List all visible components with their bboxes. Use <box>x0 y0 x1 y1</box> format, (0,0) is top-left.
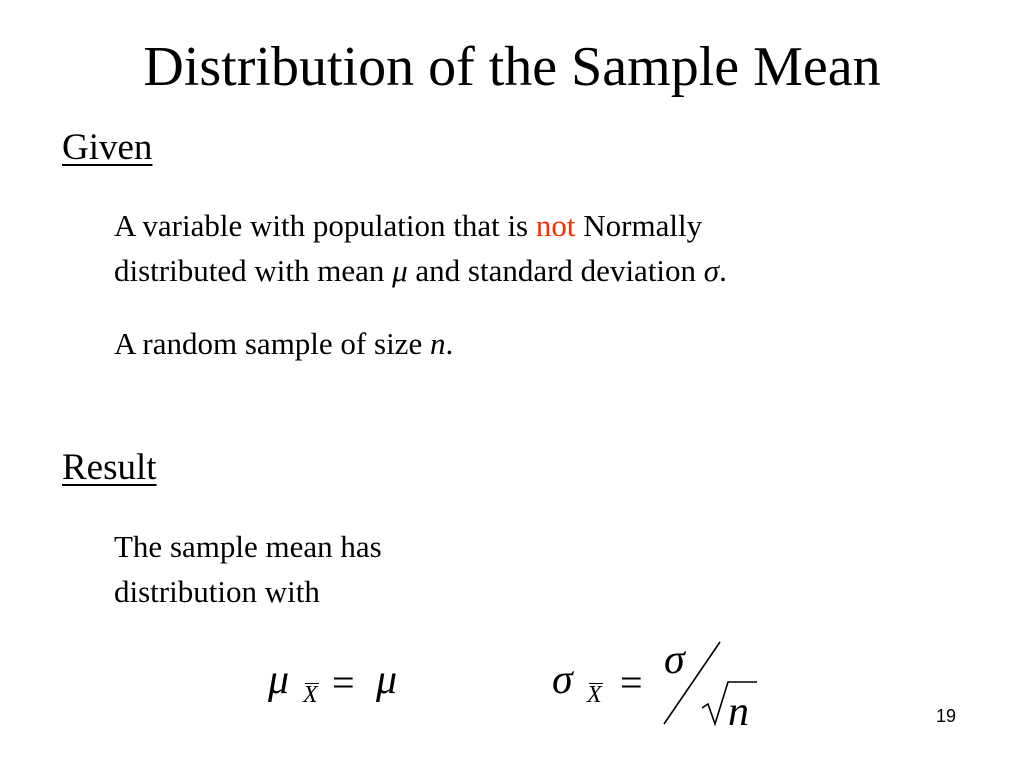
formula-mean-equals: = <box>332 660 355 705</box>
fraction-slash <box>664 642 720 724</box>
paragraph-line <box>114 203 727 248</box>
text-segment: . <box>445 326 454 361</box>
formula-mean-rhs: μ <box>376 657 398 703</box>
formula-sd <box>552 636 772 736</box>
given-paragraph-sample <box>114 321 453 366</box>
formula-sd-subscript: X <box>587 682 602 708</box>
n-symbol: n <box>429 326 446 361</box>
text-segment: A random sample of size <box>114 326 430 361</box>
formula-mean-subscript: X <box>303 682 318 708</box>
result-heading: Result <box>62 447 157 488</box>
formula-mean-lhs: μ <box>268 657 290 703</box>
page-number: 19 <box>936 706 957 726</box>
text-segment: distributed with mean <box>114 253 393 288</box>
formula-sd-denominator: n <box>728 689 749 735</box>
result-paragraph <box>114 524 382 614</box>
mu-symbol: μ <box>392 253 408 288</box>
paragraph-line: The sample mean has <box>114 529 382 564</box>
not-emphasis: not <box>535 208 576 243</box>
text-segment: A variable with population that is <box>114 208 536 243</box>
given-paragraph-variable <box>114 203 727 293</box>
text-segment: and standard deviation <box>407 253 704 288</box>
paragraph-line <box>114 248 727 293</box>
formula-sd-equals: = <box>620 660 643 705</box>
sigma-symbol: σ <box>703 253 720 288</box>
slide-title: Distribution of the Sample Mean <box>143 36 881 98</box>
subscript-overbar <box>305 683 319 684</box>
text-segment: . <box>719 253 727 288</box>
formula-mean <box>268 656 428 716</box>
formula-sd-numerator: σ <box>664 637 685 683</box>
paragraph-line: distribution with <box>114 574 320 609</box>
formula-sd-lhs: σ <box>552 657 573 703</box>
given-heading: Given <box>62 127 153 168</box>
text-segment: Normally <box>575 208 703 243</box>
